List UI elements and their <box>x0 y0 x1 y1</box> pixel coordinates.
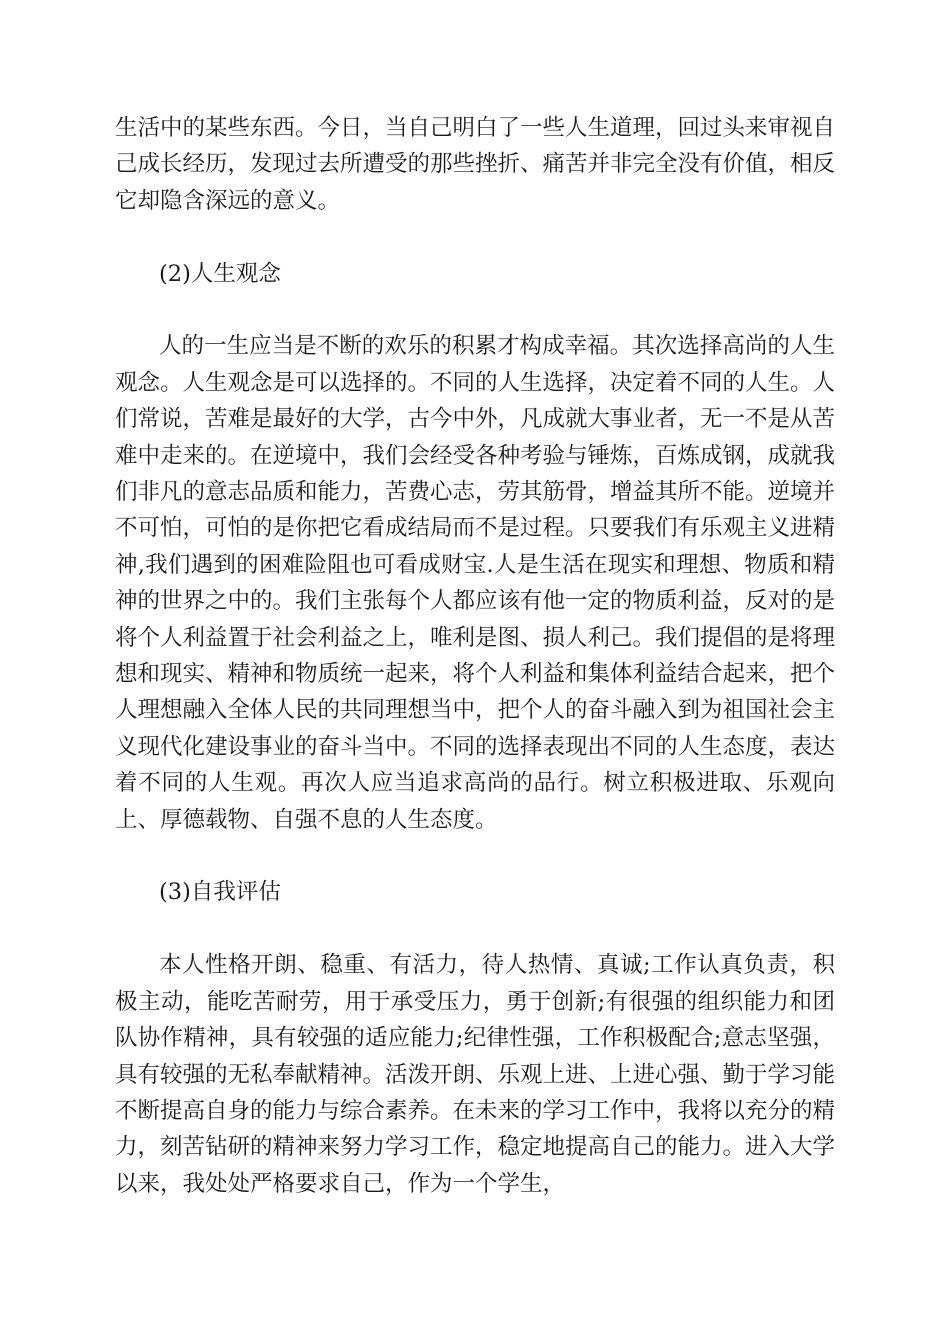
paragraph-gap <box>115 219 835 255</box>
paragraph-continuation: 生活中的某些东西。今日，当自己明白了一些人生道理，回过头来审视自己成长经历，发现过去所遭受的那些挫折、痛苦并非完全没有价值，相反它却隐含深远的意义。 <box>115 115 836 214</box>
paragraph-gap <box>115 911 835 947</box>
section-heading-life-concept: (2)人生观念 <box>159 260 281 287</box>
section-heading-self-assessment: (3)自我评估 <box>159 879 281 906</box>
document-body <box>115 110 835 1202</box>
paragraph-self-assessment: 本人性格开朗、稳重、有活力，待人热情、真诚;工作认真负责，积极主动，能吃苦耐劳，用于承受压力，勇于创新;有很强的组织能力和团队协作精神，具有较强的适应能力;纪律性强，工作积极配合;意志坚强，具有较强的无私奉献精神。活泼开朗、乐观上进、上进心强、勤于学习能不断提高自身的能力与综合素养。在未来的学习工作中，我将以充分的精力，刻苦钻研的精神来努力学习工作，稳定地提高自己的能力。进入大学以来，我处处严格要求自己，作为一个学生， <box>115 952 836 1197</box>
paragraph-gap <box>115 838 835 874</box>
paragraph-gap <box>115 292 835 328</box>
paragraph-life-concept: 人的一生应当是不断的欢乐的积累才构成幸福。其次选择高尚的人生观念。人生观念是可以选择的。不同的人生选择，决定着不同的人生。人们常说，苦难是最好的大学，古今中外，凡成就大事业者，无一不是从苦难中走来的。在逆境中，我们会经受各种考验与锤炼，百炼成钢，成就我们非凡的意志品质和能力，苦费心志，劳其筋骨，增益其所不能。逆境并不可怕，可怕的是你把它看成结局而不是过程。只要我们有乐观主义进精神,我们遇到的困难险阻也可看成财宝.人是生活在现实和理想、物质和精神的世界之中的。我们主张每个人都应该有他一定的物质利益，反对的是将个人利益置于社会利益之上，唯利是图、损人利己。我们提倡的是将理想和现实、精神和物质统一起来，将个人利益和集体利益结合起来，把个人理想融入全体人民的共同理想当中，把个人的奋斗融入到为祖国社会主义现代化建设事业的奋斗当中。不同的选择表现出不同的人生态度，表达着不同的人生观。再次人应当追求高尚的品行。树立积极进取、乐观向上、厚德载物、自强不息的人生态度。 <box>115 333 836 833</box>
